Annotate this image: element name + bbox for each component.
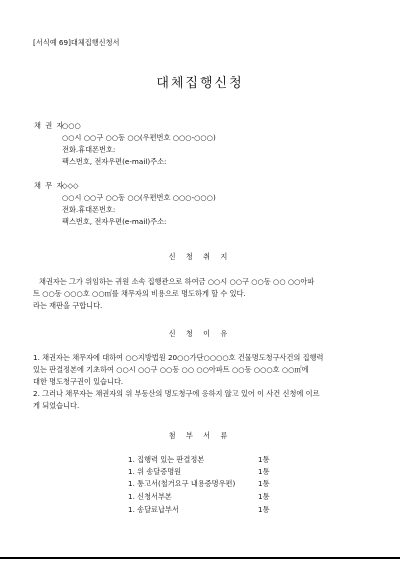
- purpose-heading: 신 청 취 지: [168, 252, 232, 261]
- reasons-line: 2. 그러나 채무자는 채권자의 위 부동산의 명도청구에 응하지 않고 있어 이 사건 신청에 이르: [33, 389, 320, 398]
- attachment-qty: 1통: [258, 479, 270, 488]
- attachment-qty: 1통: [258, 467, 270, 476]
- attachment-qty: 1통: [258, 492, 270, 501]
- debtor-phone: 전화.휴대폰번호:: [62, 205, 116, 214]
- attachment-item: 1. 집행력 있는 판결정본: [128, 455, 205, 464]
- reasons-heading: 신 청 이 유: [168, 329, 232, 338]
- attachment-item: 1. 통고서(철거요구 내용증명우편): [128, 479, 236, 488]
- purpose-line: 채권자는 그가 위임하는 귀원 소속 집행관으로 하여금 ○○시 ○○구 ○○동 ○○ ○○아파: [39, 277, 315, 286]
- attachment-item: 1. 신청서부본: [128, 492, 172, 501]
- reasons-body: [33, 352, 368, 412]
- attachment-qty: 1통: [258, 455, 270, 464]
- purpose-line: 라는 재판을 구합니다.: [33, 301, 103, 310]
- reasons-line: 대한 명도청구권이 있습니다.: [33, 377, 124, 386]
- reasons-line: 있는 판결정본에 기초하여 ○○시 ○○구 ○○동 ○○ ○○아파트 ○○동 ○○○호 ○○㎡에: [33, 365, 309, 374]
- reasons-line: 1. 채권자는 채무자에 대하여 ○○지방법원 20○○가단○○○○호 건물명도청구사건의 집행력: [33, 353, 324, 362]
- attachment-item: 1. 위 송달증명원: [128, 467, 182, 476]
- debtor-address: ○○시 ○○구 ○○동 ○○(우편번호 ○○○-○○○): [62, 193, 216, 202]
- creditor-name: ○○○: [62, 121, 81, 130]
- purpose-line: 트 ○○동 ○○○호 ○○㎡를 채무자의 비용으로 명도하게 할 수 있다.: [33, 289, 246, 298]
- attachment-item: 1. 송달료납부서: [128, 505, 179, 514]
- debtor-fax-email: 팩스번호, 전자우편(e-mail)주소:: [62, 217, 167, 226]
- debtor-name: ◇◇◇: [62, 181, 79, 190]
- bottom-rule: [0, 557, 400, 559]
- creditor-fax-email: 팩스번호, 전자우편(e-mail)주소:: [62, 157, 167, 166]
- creditor-phone: 전화.휴대폰번호:: [62, 145, 116, 154]
- attachment-qty: 1통: [258, 505, 270, 514]
- creditor-label: 채 권 자: [34, 121, 65, 130]
- creditor-address: ○○시 ○○구 ○○동 ○○(우편번호 ○○○-○○○): [62, 133, 216, 142]
- debtor-label: 채 무 자: [34, 181, 65, 190]
- reasons-line: 게 되었습니다.: [33, 401, 80, 410]
- form-label: [서식예 69]대체집행신청서: [33, 38, 120, 47]
- attachments-heading: 첨 부 서 류: [168, 431, 232, 440]
- document-title: 대체집행신청: [156, 76, 244, 91]
- purpose-body: [33, 276, 368, 312]
